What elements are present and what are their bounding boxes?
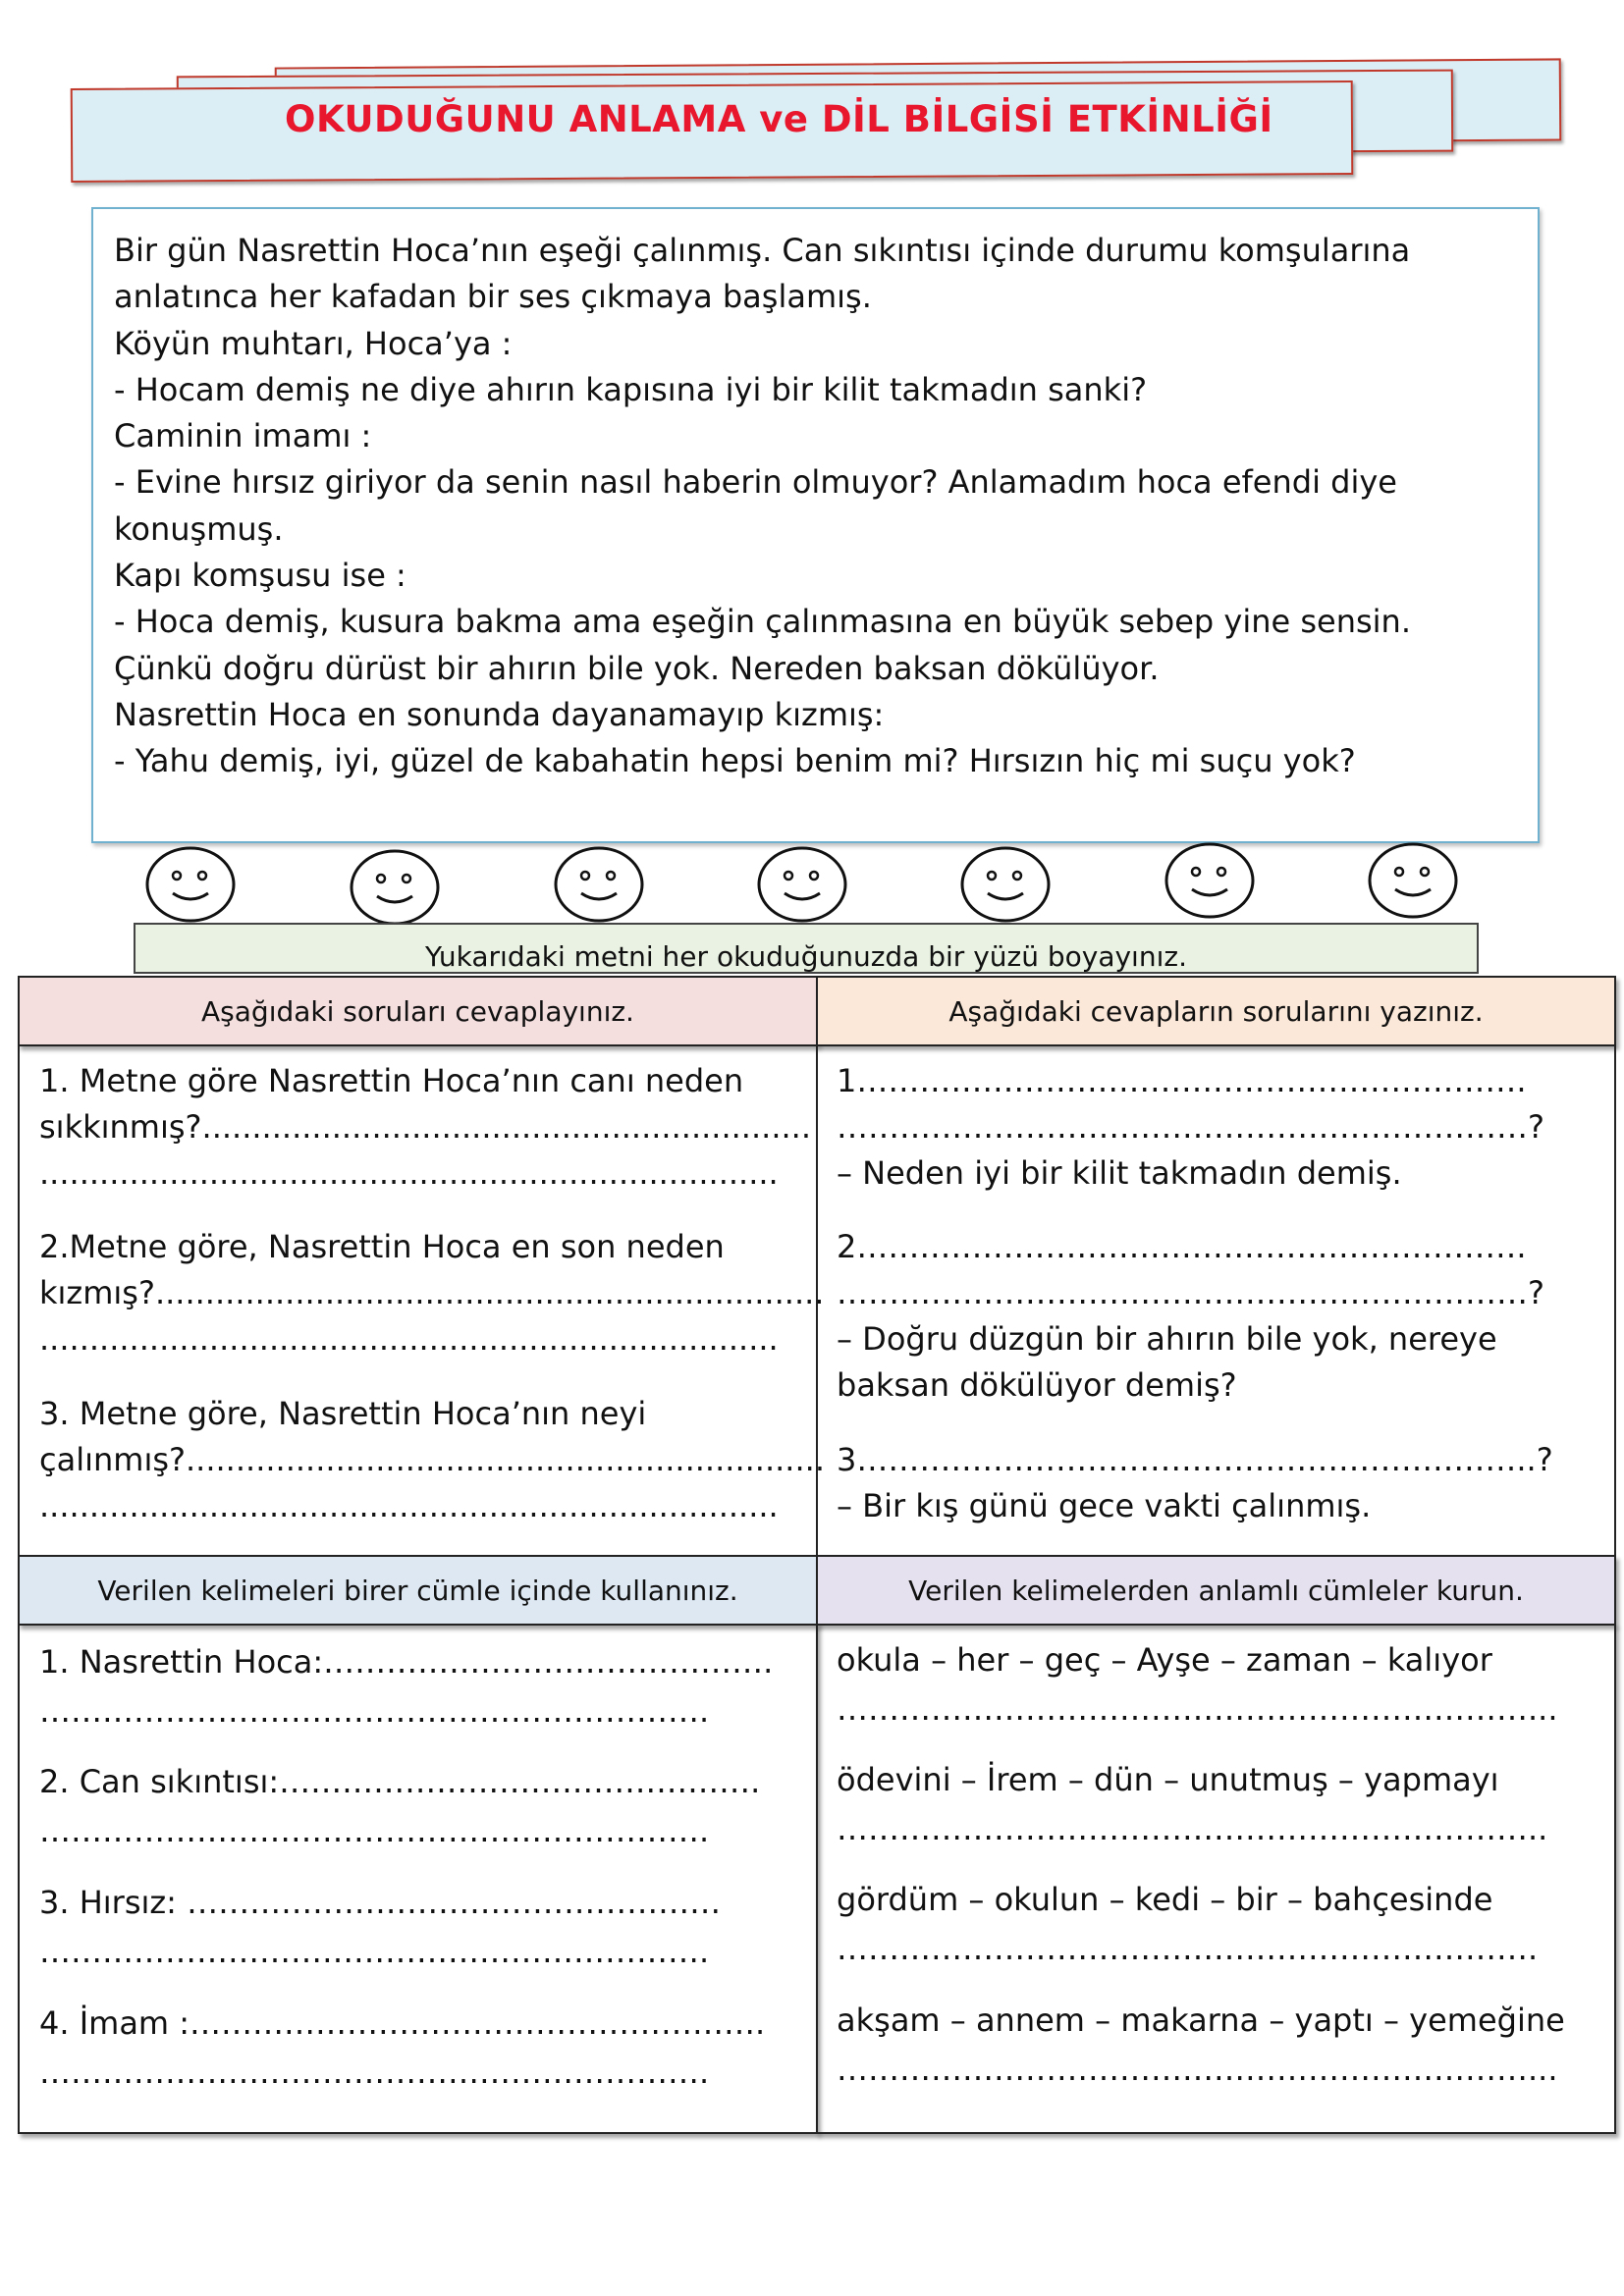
word-answer-line[interactable]: ………………………………………………………. [39, 1692, 710, 1730]
question-2-answer-line[interactable]: kızmış?................................................................... [39, 1274, 825, 1311]
instruction-text: Yukarıdaki metni her okuduğunuzda bir yüzü boyayınız. [425, 940, 1187, 973]
page-title: OKUDUĞUNU ANLAMA ve DİL BİLGİSİ ETKİNLİĞİ [285, 98, 1273, 140]
sentence-answer-line[interactable]: …………………………………………………………... [837, 1690, 1558, 1728]
story-line: - Hoca demiş, kusura bakma ama eşeğin çalınmasına en büyük sebep yine sensin. [114, 603, 1411, 641]
build-sentences-header: Verilen kelimelerden anlamlı cümleler kurun. [816, 1555, 1616, 1626]
story-line: Nasrettin Hoca en sonunda dayanamayıp kızmış: [114, 695, 885, 733]
story-line: Kapı komşusu ise : [114, 557, 406, 595]
word-answer-line[interactable]: ………………………………………………………. [39, 2054, 710, 2091]
word-can-sikintisi-line[interactable]: 2. Can sıkıntısı:………………………………………. [39, 1763, 761, 1800]
reverse-question-2-line[interactable]: …………………………………………………………? [837, 1274, 1544, 1311]
story-line: - Hocam demiş ne diye ahırın kapısına iyi bir kilit takmadın sanki? [114, 370, 1148, 408]
answer-2-text: – Doğru düzgün bir ahırın bile yok, nereye [837, 1320, 1497, 1358]
scrambled-sentence-1: okula – her – geç – Ayşe – zaman – kalıyor [837, 1641, 1492, 1679]
question-3-line: 3. Metne göre, Nasrettin Hoca’nın neyi [39, 1395, 647, 1432]
word-answer-line[interactable]: ………………………………………………………. [39, 1812, 710, 1849]
story-line: Çünkü doğru dürüst bir ahırın bile yok. Nereden baksan dökülüyor. [114, 649, 1160, 687]
word-hirsiz-line[interactable]: 3. Hırsız: …………………………………………… [39, 1884, 722, 1921]
word-imam-line[interactable]: 4. İmam :………………………………………………. [39, 2004, 766, 2042]
reverse-question-2-line[interactable]: 2………………………………………………………. [837, 1228, 1527, 1265]
story-line: - Yahu demiş, iyi, güzel de kabahatin hepsi benim mi? Hırsızın hiç mi suçu yok? [114, 742, 1356, 780]
story-line: konuşmuş. [114, 509, 284, 548]
question-1-line: 1. Metne göre Nasrettin Hoca’nın canı neden [39, 1062, 744, 1099]
sentence-answer-line[interactable]: …………………………………………………………. [837, 1930, 1539, 1967]
answer-2-text: baksan dökülüyor demiş? [837, 1366, 1237, 1404]
reverse-question-1-line[interactable]: …………………………………………………………? [837, 1108, 1544, 1146]
story-line: - Evine hırsız giriyor da senin nasıl haberin olmuyor? Anlamadım hoca efendi diye [114, 463, 1397, 502]
question-2-answer-line[interactable]: .......................................................................... [39, 1320, 779, 1358]
instruction-bar [134, 923, 1479, 974]
smiley-face-icon[interactable] [1368, 842, 1458, 919]
smiley-face-icon[interactable] [554, 846, 644, 923]
story-line: Köyün muhtarı, Hoca’ya : [114, 324, 513, 362]
question-2-line: 2.Metne göre, Nasrettin Hoca en son neden [39, 1228, 725, 1265]
story-text [114, 228, 1528, 785]
question-1-answer-line[interactable]: sıkkınmış?............................................................. [39, 1108, 811, 1146]
scrambled-sentence-3: gördüm – okulun – kedi – bir – bahçesinde [837, 1881, 1493, 1918]
smiley-face-icon[interactable] [1164, 842, 1255, 919]
sentence-answer-line[interactable]: ………………………………………………………….. [837, 1810, 1548, 1847]
smiley-face-icon[interactable] [757, 846, 847, 923]
scrambled-sentence-4: akşam – annem – makarna – yaptı – yemeğine [837, 2002, 1565, 2039]
use-words-header: Verilen kelimeleri birer cümle içinde kullanınız. [18, 1555, 818, 1626]
sentence-answer-line[interactable]: …………………………………………………………... [837, 2051, 1558, 2088]
reverse-question-3-line[interactable]: 3………………………………………………………..? [837, 1441, 1553, 1478]
word-answer-line[interactable]: ………………………………………………………. [39, 1933, 710, 1970]
story-line: Caminin imamı : [114, 417, 372, 455]
question-3-answer-line[interactable]: .......................................................................... [39, 1487, 779, 1524]
scrambled-sentence-2: ödevini – İrem – dün – unutmuş – yapmayı [837, 1761, 1499, 1798]
smiley-face-icon[interactable] [960, 846, 1051, 923]
question-1-answer-line[interactable]: .......................................................................... [39, 1154, 779, 1192]
story-line: Bir gün Nasrettin Hoca’nın eşeği çalınmış. Can sıkıntısı içinde durumu komşularına [114, 232, 1411, 269]
story-line: anlatınca her kafadan bir ses çıkmaya başlamış. [114, 278, 872, 316]
answer-1-text: – Neden iyi bir kilit takmadın demiş. [837, 1154, 1402, 1192]
question-3-answer-line[interactable]: çalınmış?................................................................ [39, 1441, 825, 1478]
answer-3-text: – Bir kış günü gece vakti çalınmış. [837, 1487, 1372, 1524]
word-nasrettin-hoca-line[interactable]: 1. Nasrettin Hoca:……………………………………. [39, 1643, 774, 1681]
smiley-face-icon[interactable] [350, 849, 440, 926]
smiley-face-icon[interactable] [145, 846, 236, 923]
answers-header: Aşağıdaki cevapların sorularını yazınız. [816, 976, 1616, 1046]
reverse-question-1-line[interactable]: 1………………………………………………………. [837, 1062, 1527, 1099]
questions-header: Aşağıdaki soruları cevaplayınız. [18, 976, 818, 1046]
